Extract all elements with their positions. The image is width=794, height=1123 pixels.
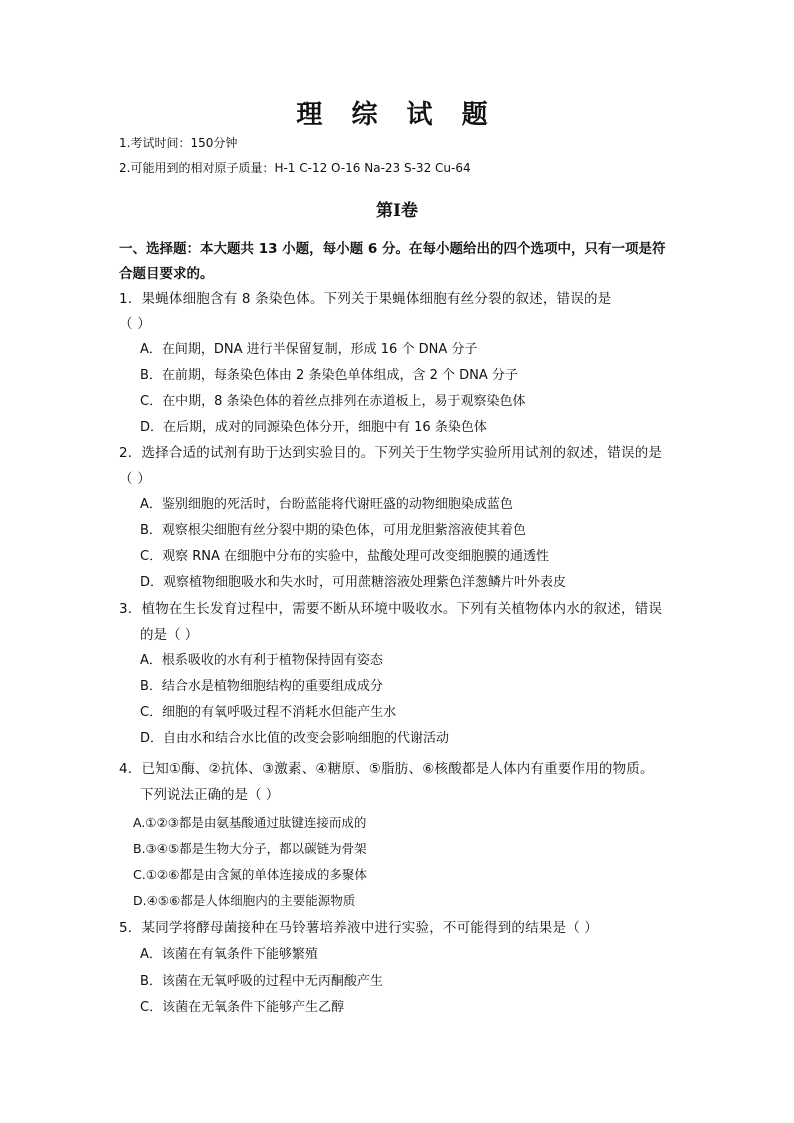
question-5-option-a: A．该菌在有氧条件下能够繁殖 — [140, 947, 318, 962]
question-1-option-a: A．在间期，DNA 进行半保留复制，形成 16 个 DNA 分子 — [140, 342, 478, 357]
question-5-option-c: C．该菌在无氧条件下能够产生乙醇 — [140, 1000, 345, 1015]
question-4-option-b: B.③④⑤都是生物大分子，都以碳链为骨架 — [133, 841, 367, 856]
exam-title: 理 综 试 题 — [296, 100, 498, 130]
question-3-stem: 3．植物在生长发育过程中，需要不断从环境中吸收水。下列有关植物体内水的叙述，错误 — [119, 601, 663, 617]
question-5-stem: 5．某同学将酵母菌接种在马铃薯培养液中进行实验，不可能得到的结果是（ ） — [119, 920, 599, 936]
question-2-blank: （ ） — [119, 471, 151, 487]
question-3-option-b: B．结合水是植物细胞结构的重要组成成分 — [140, 679, 383, 694]
question-4-option-c: C.①②⑥都是由含氮的单体连接成的多聚体 — [133, 867, 367, 882]
question-5-option-b: B．该菌在无氧呼吸的过程中无丙酮酸产生 — [140, 974, 383, 989]
question-1-blank: （ ） — [119, 316, 151, 332]
question-2-option-a: A．鉴别细胞的死活时，台盼蓝能将代谢旺盛的动物细胞染成蓝色 — [140, 497, 513, 512]
question-2-option-b: B．观察根尖细胞有丝分裂中期的染色体，可用龙胆紫溶液使其着色 — [140, 523, 526, 538]
question-1-stem: 1．果蝇体细胞含有 8 条染色体。下列关于果蝇体细胞有丝分裂的叙述，错误的是 — [119, 291, 612, 307]
question-4-stem-cont: 下列说法正确的是（ ） — [140, 787, 280, 803]
question-4-option-d: D.④⑤⑥都是人体细胞内的主要能源物质 — [133, 893, 356, 908]
question-3-option-a: A．根系吸收的水有利于植物保持固有姿态 — [140, 653, 383, 668]
question-2-option-d: D．观察植物细胞吸水和失水时，可用蔗糖溶液处理紫色洋葱鳞片叶外表皮 — [140, 575, 567, 590]
exam-note-time: 1.考试时间：150分钟 — [119, 136, 238, 150]
question-2-stem: 2．选择合适的试剂有助于达到实验目的。下列关于生物学实验所用试剂的叙述，错误的是 — [119, 445, 663, 461]
question-3-option-d: D．自由水和结合水比值的改变会影响细胞的代谢活动 — [140, 731, 450, 746]
instruction-line-1: 一、选择题：本大题共 13 小题，每小题 6 分。在每小题给出的四个选项中，只有一项是符 — [119, 241, 666, 257]
question-1-option-d: D．在后期，成对的同源染色体分开，细胞中有 16 条染色体 — [140, 420, 487, 435]
section-title: 第Ⅰ卷 — [376, 201, 418, 221]
question-4-stem: 4．已知①酶、②抗体、③激素、④糖原、⑤脂肪、⑥核酸都是人体内有重要作用的物质。 — [119, 761, 654, 777]
instruction-line-2: 合题目要求的。 — [119, 266, 214, 282]
exam-note-atomic-mass: 2.可能用到的相对原子质量：H-1 C-12 O-16 Na-23 S-32 Cu-64 — [119, 161, 471, 175]
question-1-option-b: B．在前期，每条染色体由 2 条染色单体组成，含 2 个 DNA 分子 — [140, 368, 518, 383]
question-3-option-c: C．细胞的有氧呼吸过程不消耗水但能产生水 — [140, 705, 397, 720]
question-4-option-a: A.①②③都是由氨基酸通过肽键连接而成的 — [133, 815, 367, 830]
question-2-option-c: C．观察 RNA 在细胞中分布的实验中，盐酸处理可改变细胞膜的通透性 — [140, 549, 549, 564]
question-1-option-c: C．在中期，8 条染色体的着丝点排列在赤道板上，易于观察染色体 — [140, 394, 526, 409]
question-3-stem-cont: 的是（ ） — [140, 627, 199, 643]
